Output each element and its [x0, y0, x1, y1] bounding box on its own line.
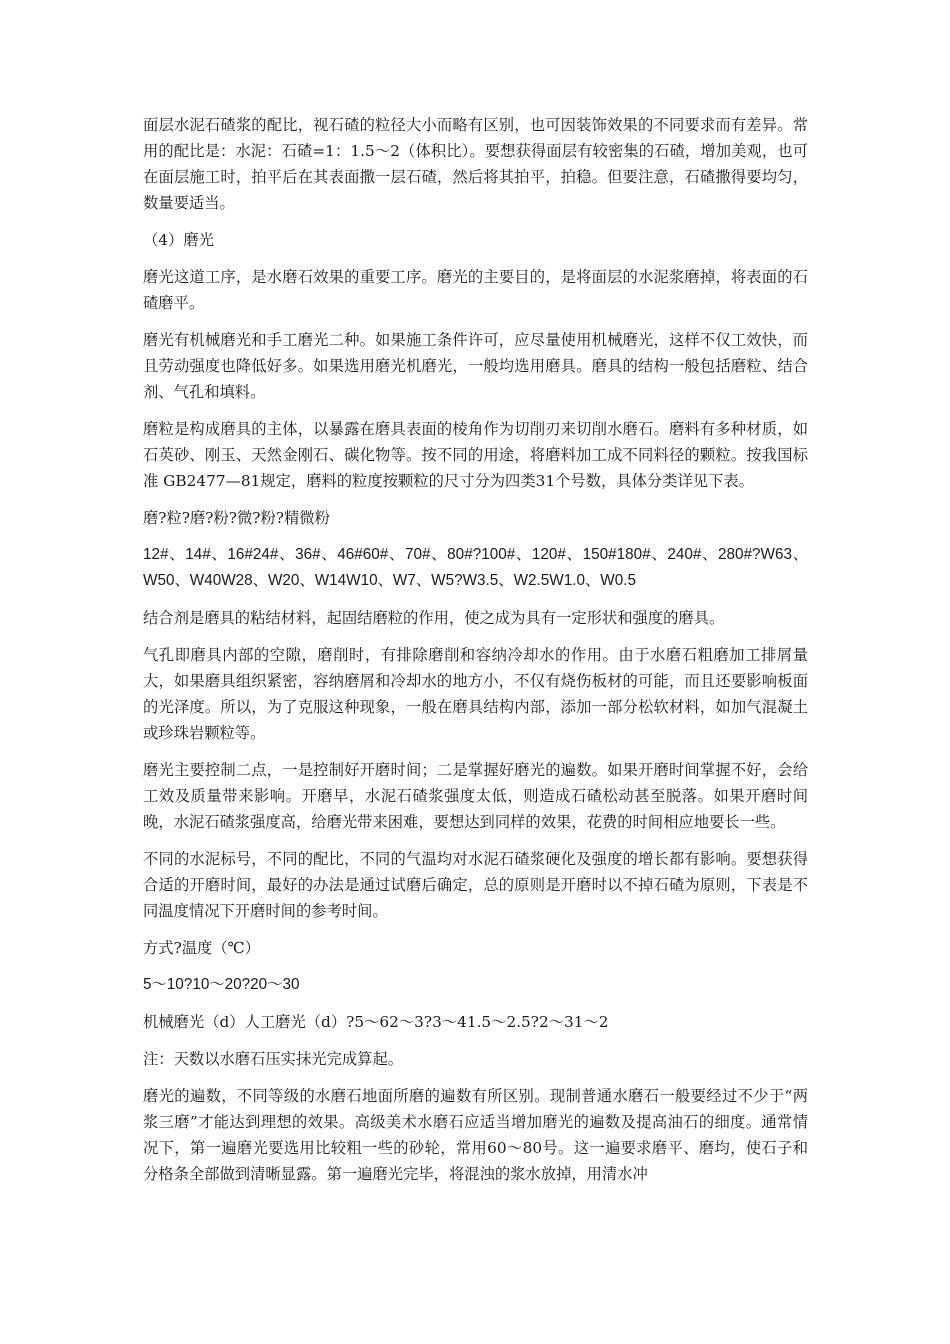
- paragraph-mix-ratio: 面层水泥石碴浆的配比，视石碴的粒径大小而略有区别，也可因装饰效果的不同要求而有差异。常用的配比是：水泥：石碴=1：1.5～2（体积比）。要想获得面层有较密集的石碴，增加美观，也可在面层施工时，拍平后在其表面撒一层石碴，然后将其拍平，拍稳。但要注意，石碴撒得要均匀，数量要适当。: [143, 116, 808, 212]
- table-row-polishing-days: 机械磨光（d）人工磨光（d）?5～62～3?3～41.5～2.5?2～31～2: [143, 1013, 609, 1031]
- section-heading-polishing: （4）磨光: [143, 231, 214, 249]
- paragraph-binder: 结合剂是磨具的粘结材料，起固结磨粒的作用，使之成为具有一定形状和强度的磨具。: [143, 609, 725, 627]
- table-header-grain-types: 磨?粒?磨?粉?微?粉?精微粉: [143, 509, 330, 527]
- table-row-grain-sizes: 12#、14#、16#24#、36#、46#60#、70#、80#?100#、120#、150#180#、240#、280#?W63、W50、W40W28、W20、W14W10、W7、W5?W3.5、W2.5W1.0、W0.5: [143, 546, 808, 589]
- paragraph-polishing-methods: 磨光有机械磨光和手工磨光二种。如果施工条件许可，应尽量使用机械磨光，这样不仅工效快，而且劳动强度也降低好多。如果选用磨光机磨光，一般均选用磨具。磨具的结构一般包括磨粒、结合剂、气孔和填料。: [143, 331, 808, 401]
- table-row-temperature-ranges: 5～10?10～20?20～30: [143, 976, 300, 993]
- table-note: 注：天数以水磨石压实抹光完成算起。: [143, 1050, 404, 1068]
- paragraph-start-time: 不同的水泥标号，不同的配比，不同的气温均对水泥石碴浆硬化及强度的增长都有影响。要想获得合适的开磨时间，最好的办法是通过试磨后确定，总的原则是开磨时以不掉石碴为原则，下表是不同温度情况下开磨时间的参考时间。: [143, 850, 808, 920]
- paragraph-polishing-purpose: 磨光这道工序，是水磨石效果的重要工序。磨光的主要目的，是将面层的水泥浆磨掉，将表面的石碴磨平。: [143, 268, 808, 312]
- table-header-method-temperature: 方式?温度（℃）: [143, 939, 261, 957]
- paragraph-abrasive-grains: 磨粒是构成磨具的主体，以暴露在磨具表面的棱角作为切削刃来切削水磨石。磨料有多种材质，如石英砂、刚玉、天然金刚石、碳化物等。按不同的用途，将磨料加工成不同料径的颗粒。按我国标准 GB2477—81规定，磨料的粒度按颗粒的尺寸分为四类31个号数，具体分类详见下表。: [143, 420, 808, 490]
- paragraph-polishing-passes: 磨光的遍数，不同等级的水磨石地面所磨的遍数有所区别。现制普通水磨石一般要经过不少于“两浆三磨”才能达到理想的效果。高级美术水磨石应适当增加磨光的遍数及提高油石的细度。通常情况下，第一遍磨光要选用比较粗一些的砂轮，常用60～80号。这一遍要求磨平、磨均，使石子和分格条全部做到清晰显露。第一遍磨光完毕，将混浊的浆水放掉，用清水冲: [143, 1087, 808, 1183]
- paragraph-pores: 气孔即磨具内部的空隙，磨削时，有排除磨削和容纳冷却水的作用。由于水磨石粗磨加工排屑量大，如果磨具组织紧密，容纳磨屑和冷却水的地方小，不仅有烧伤板材的可能，而且还要影响板面的光泽度。所以，为了克服这种现象，一般在磨具结构内部，添加一部分松软材料，如加气混凝土或珍珠岩颗粒等。: [143, 646, 808, 742]
- paragraph-polishing-control: 磨光主要控制二点，一是控制好开磨时间；二是掌握好磨光的遍数。如果开磨时间掌握不好，会给工效及质量带来影响。开磨早，水泥石碴浆强度太低，则造成石碴松动甚至脱落。如果开磨时间晚，水泥石碴浆强度高，给磨光带来困难，要想达到同样的效果，花费的时间相应地要长一些。: [143, 761, 808, 831]
- document-page: [143, 112, 808, 1198]
